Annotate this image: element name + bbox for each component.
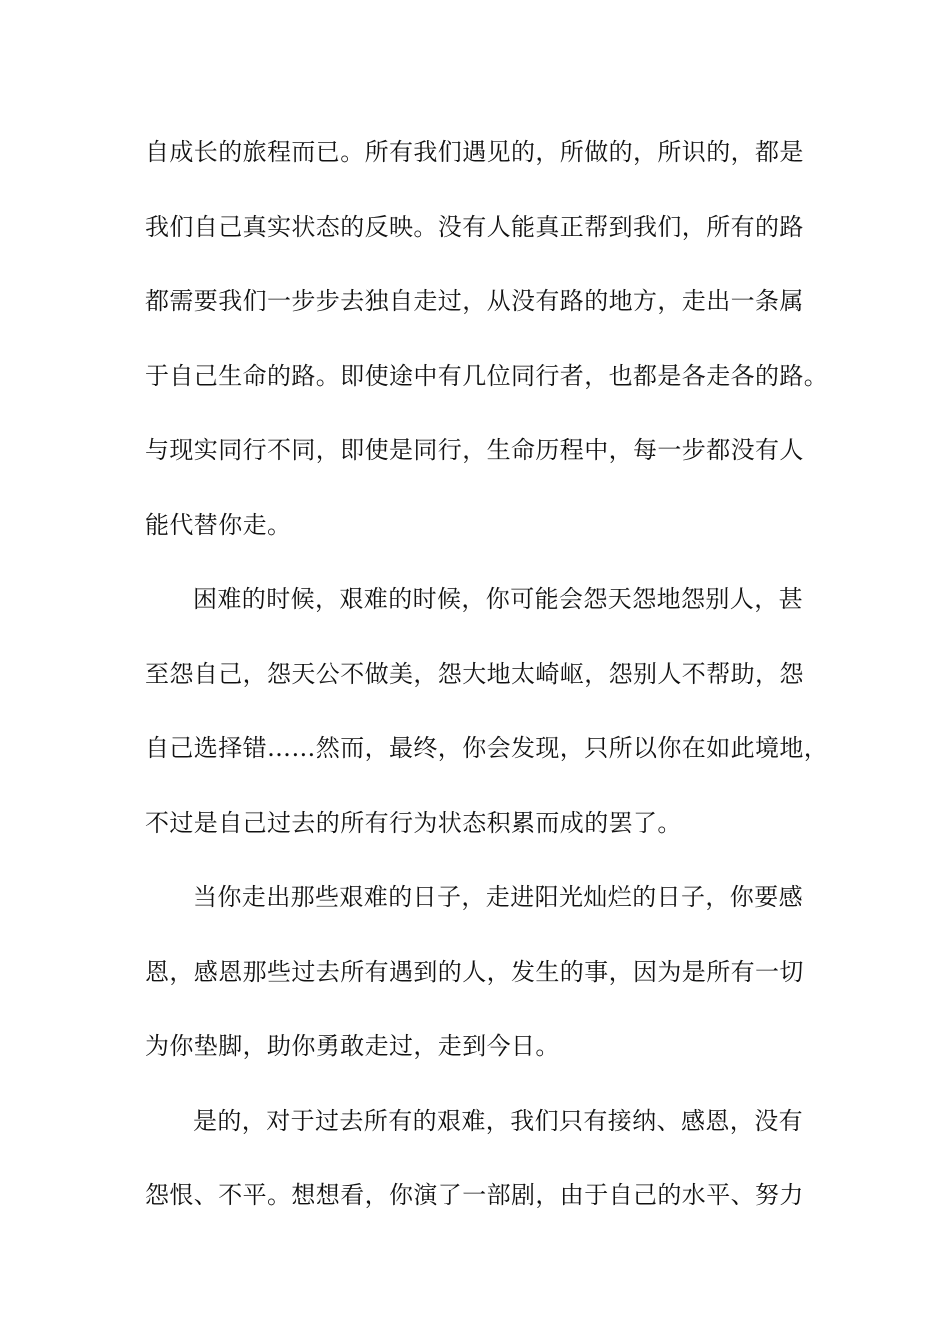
- text-line: 为你垫脚，助你勇敢走过，走到今日。: [145, 1032, 560, 1060]
- text-line: 都需要我们一步步去独自走过，从没有路的地方，走出一条属: [145, 287, 804, 315]
- text-line: 怨恨、不平。想想看，你演了一部剧，由于自己的水平、努力: [145, 1181, 804, 1209]
- text-line: 能代替你走。: [145, 510, 292, 539]
- text-line: 于自己生命的路。即使途中有几位同行者，也都是各走各的路。: [145, 361, 829, 390]
- text-line: 至怨自己，怨天公不做美，怨大地太崎岖，怨别人不帮助，怨: [145, 659, 804, 688]
- text-line: 恩，感恩那些过去所有遇到的人，发生的事，因为是所有一切: [145, 957, 804, 986]
- paragraph-start-line: 当你走出那些艰难的日子，走进阳光灿烂的日子，你要感: [193, 883, 803, 911]
- text-line: 与现实同行不同，即使是同行，生命历程中，每一步都没有人: [145, 436, 804, 464]
- text-line: 我们自己真实状态的反映。没有人能真正帮到我们，所有的路: [145, 212, 804, 241]
- text-line: 自成长的旅程而已。所有我们遇见的，所做的，所识的，都是: [145, 138, 804, 166]
- paragraph-start-line: 困难的时候，艰难的时候，你可能会怨天怨地怨别人，甚: [193, 585, 803, 613]
- text-line: 自己选择错……然而，最终，你会发现，只所以你在如此境地，: [145, 734, 829, 762]
- paragraph-start-line: 是的，对于过去所有的艰难，我们只有接纳、感恩，没有: [193, 1106, 803, 1135]
- body-text: [145, 128, 835, 1246]
- text-line: 不过是自己过去的所有行为状态积累而成的罢了。: [145, 808, 682, 837]
